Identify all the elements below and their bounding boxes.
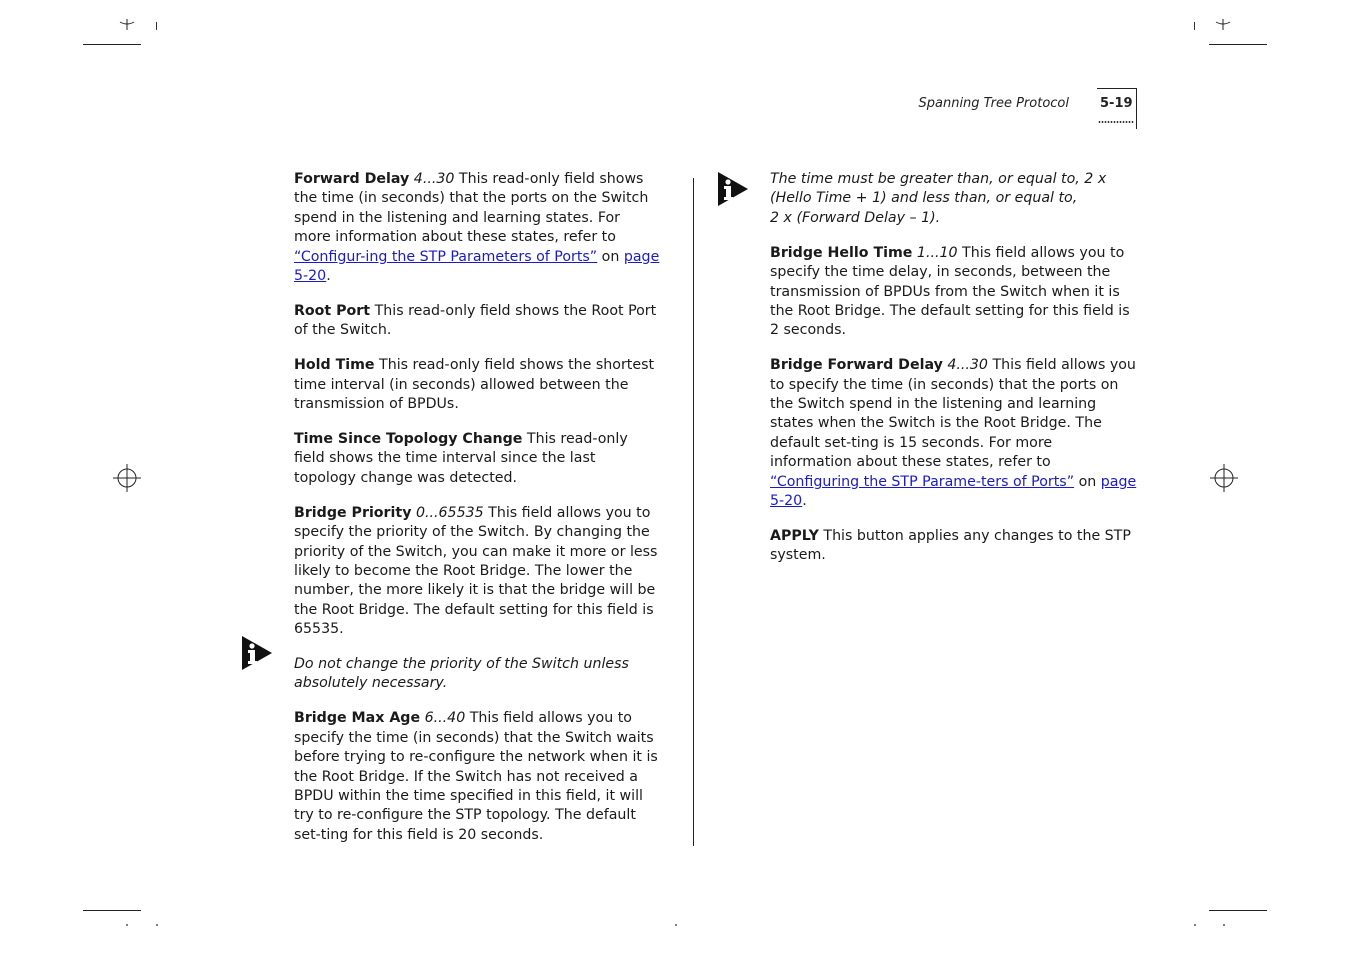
hold-time-paragraph: [294, 356, 661, 414]
term: Bridge Hello Time: [770, 244, 913, 261]
term: Bridge Max Age: [294, 710, 421, 727]
term: Hold Time: [294, 357, 375, 374]
term: Time Since Topology Change: [294, 430, 523, 447]
description: This read-only field shows the shortest time interval (in seconds) allowed between the transmission of BPDUs.: [294, 357, 655, 413]
decorative-dots: [1098, 120, 1134, 124]
bridge-priority-paragraph: [294, 504, 661, 640]
term: Bridge Priority: [294, 504, 412, 521]
link-page-5-20[interactable]: page 5-20: [294, 248, 660, 285]
right-column: [770, 170, 1137, 581]
page-number: 5-19: [1100, 96, 1133, 111]
link-page-5-20[interactable]: page 5-20: [770, 473, 1137, 510]
apply-paragraph: [770, 527, 1137, 566]
registration-crosshair-icon: [113, 464, 141, 492]
description: This read-only field shows the time (in seconds) that the ports on the Switch spend in the listening and learning states. For more information about these states, refer to: [294, 171, 649, 246]
description: This field allows you to specify the time (in seconds) that the ports on the Switch spend in the listening and learning states when the Switch is the Root Bridge. The default set-ting is 15 seconds. For more information about these states, refer to: [770, 357, 1136, 471]
bridge-forward-delay-paragraph: Bridge Forward Delay 4...30 This field allows you to specify the time (in seconds) that the ports on the Switch spend in the listening and learning states when the Switch is the Root Bridge. The default set-ting is 15 seconds. For more information about these states, refer to “Configuring the STP Parame-ters of Ports” on page 5-20.: [770, 357, 1137, 510]
description: This field allows you to specify the time (in seconds) that the Switch waits before trying to re-configure the network when it is the Root Bridge. If the Switch has not received a BPDU within the time specified in this field, it will try to re-configure the STP topology. The default set-ting for this field is 20 seconds.: [294, 710, 658, 843]
left-column: [294, 170, 661, 861]
description: This read-only field shows the Root Port of the Switch.: [294, 302, 657, 339]
info-note-icon: [242, 636, 272, 670]
description: This field allows you to specify the priority of the Switch. By changing the priority of the Switch, you can make it more or less likely to become the Root Bridge. The lower the number, the more likely it is that the bridge will be the Root Bridge. The default setting for this field is 65535.: [294, 504, 658, 638]
crop-mark-bottom-center: [675, 924, 677, 926]
term: APPLY: [770, 528, 819, 544]
registration-tick-icon: [118, 16, 136, 32]
link-configuring-stp-ports[interactable]: “Configur-ing the STP Parameters of Ports”: [294, 248, 598, 265]
page-number-rule: [1097, 88, 1137, 89]
root-port-paragraph: [294, 302, 661, 341]
range: 1...10: [916, 244, 958, 261]
term: Bridge Forward Delay: [770, 357, 943, 374]
chapter-title: Spanning Tree Protocol: [918, 96, 1069, 111]
description: This read-only field shows the time interval since the last topology change was detected.: [294, 430, 628, 486]
term: Root Port: [294, 302, 371, 319]
term: Forward Delay: [294, 171, 410, 187]
bridge-max-age-paragraph: [294, 709, 661, 845]
registration-tick-icon: [1214, 16, 1232, 32]
range: 6...40: [424, 710, 466, 727]
priority-note: Do not change the priority of the Switch unless absolutely necessary.: [294, 656, 629, 692]
info-note-icon: [718, 172, 748, 206]
description: This field allows you to specify the time delay, in seconds, between the transmission of BPDUs from the Switch when it is the Root Bridge. The default setting for this field is 2 seconds.: [770, 244, 1130, 339]
forward-delay-paragraph: Forward Delay 4...30 This read-only field shows the time (in seconds) that the ports on the Switch spend in the listening and learning states. For more information about these states, refer to “Configur-ing the STP Parameters of Ports” on page 5-20.: [294, 171, 660, 285]
page-number-rule: [1136, 88, 1137, 129]
link-configuring-stp-ports[interactable]: “Configuring the STP Parame-ters of Ports”: [770, 473, 1075, 490]
registration-crosshair-icon: [1210, 464, 1238, 492]
range: 4...30: [947, 357, 988, 374]
timing-note: The time must be greater than, or equal to, 2 x (Hello Time + 1) and less than, or equal to, 2 x (Forward Delay – 1).: [770, 171, 1107, 226]
description: This button applies any changes to the STP system.: [770, 528, 1131, 564]
column-divider: [693, 178, 694, 846]
range: 4...30: [413, 171, 455, 187]
bridge-hello-time-paragraph: [770, 244, 1137, 341]
range: 0...65535: [415, 504, 484, 521]
time-since-topology-change-paragraph: [294, 430, 661, 488]
